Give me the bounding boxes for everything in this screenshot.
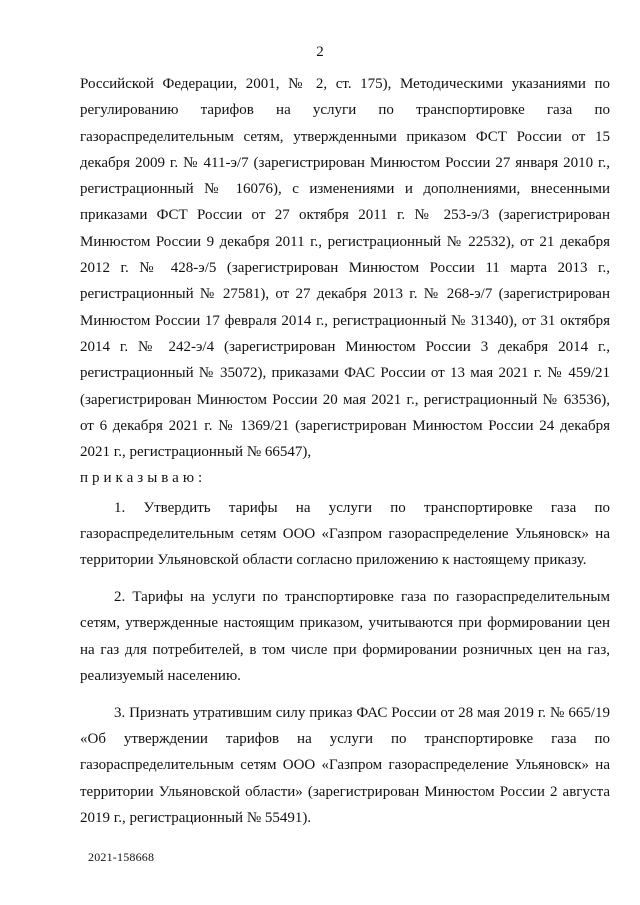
- document-code: 2021-158668: [88, 850, 155, 864]
- preamble-paragraph: Российской Федерации, 2001, № 2, ст. 175), Методическими указаниями по регулированию тарифов на услуги по транспортировке газа по газораспределительным сетям, утвержденными приказом ФСТ России от 15 декабря 2009 г. № 411-э/7 (зарегистрирован Минюстом России 27 января 2010 г., регистрационный № 16076), с изменениями и дополнениями, внесенными приказами ФСТ России от 27 октября 2011 г. № 253-э/3 (зарегистрирован Минюстом России 9 декабря 2011 г., регистрационный № 22532), от 21 декабря 2012 г. № 428-э/5 (зарегистрирован Минюстом России 11 марта 2013 г., регистрационный № 27581), от 27 декабря 2013 г. № 268-э/7 (зарегистрирован Минюстом России 17 февраля 2014 г., регистрационный № 31340), от 31 октября 2014 г. № 242-э/4 (зарегистрирован Минюстом России 3 декабря 2014 г., регистрационный № 35072), приказами ФАС России от 13 мая 2021 г. № 459/21 (зарегистрирован Минюстом России 20 мая 2021 г., регистрационный № 63536), от 6 декабря 2021 г. № 1369/21 (зарегистрирован Минюстом России 24 декабря 2021 г., регистрационный № 66547),: [80, 76, 610, 461]
- order-item-3: 3. Признать утратившим силу приказ ФАС России от 28 мая 2019 г. № 665/19 «Об утверждении тарифов на услуги по транспортировке газа по газораспределительным сетям ООО «Газпром газораспределение Ульяновск» на территории Ульяновской области» (зарегистрирован Минюстом России 2 августа 2019 г., регистрационный № 55491).: [80, 704, 610, 827]
- page-number: 2: [316, 44, 324, 60]
- document-body: [80, 71, 610, 831]
- order-item-1: 1. Утвердить тарифы на услуги по транспортировке газа по газораспределительным сетям ООО «Газпром газораспределение Ульяновск» на территории Ульяновской области согласно приложению к настоящему приказу.: [80, 499, 610, 569]
- order-item-2: 2. Тарифы на услуги по транспортировке газа по газораспределительным сетям, утвержденные настоящим приказом, учитываются при формировании цен на газ для потребителей, в том числе при формировании розничных цен на газ, реализуемый населению.: [80, 589, 610, 685]
- order-word: приказываю:: [80, 470, 207, 487]
